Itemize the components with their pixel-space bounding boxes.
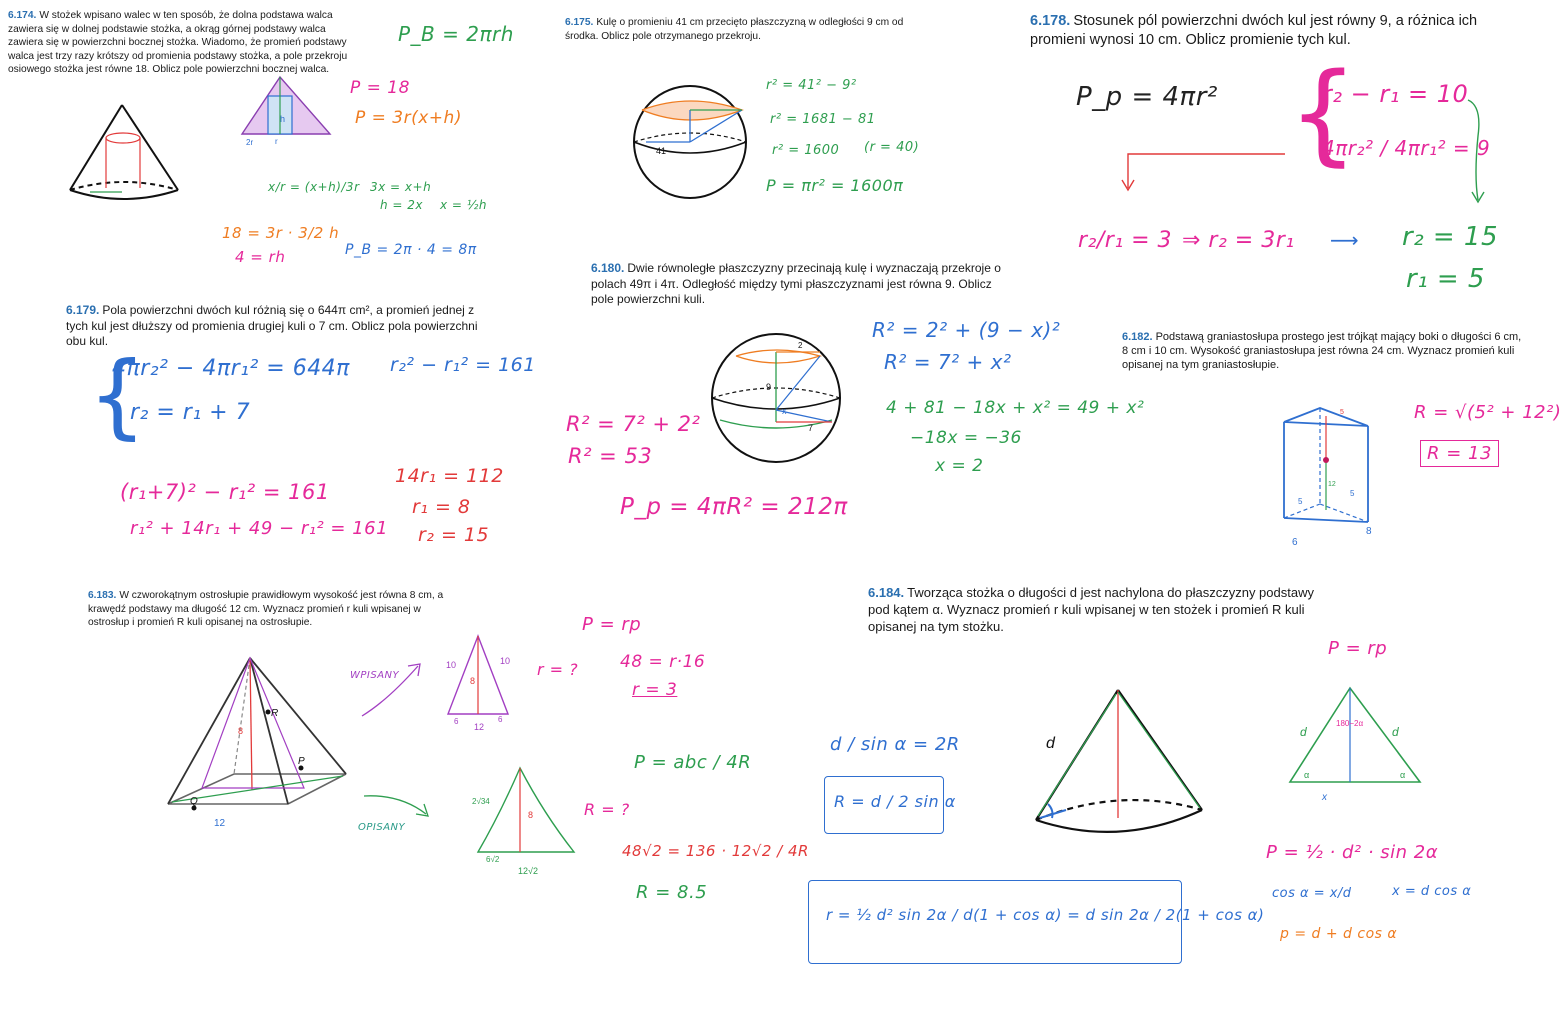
arrow-left-down <box>1120 148 1290 196</box>
label-2sqrt34: 2√34 <box>472 797 490 806</box>
problem-number: 6.175. <box>565 17 594 28</box>
label-6-right: 6 <box>498 715 503 724</box>
note-r2-1600: r² = 1600 <box>772 143 840 158</box>
note-x-half-h: x = ½h <box>440 198 488 212</box>
label-8: 8 <box>1366 526 1372 537</box>
label-10-left: 10 <box>446 660 457 670</box>
note-18x: −18x = −36 <box>910 428 1022 448</box>
note-r1-8: r₁ = 8 <box>412 496 471 518</box>
note-r2-15: r₂ = 15 <box>1402 222 1499 252</box>
label-x: x <box>782 406 787 416</box>
note-R-sqrt: R = √(5² + 12²) <box>1414 402 1561 423</box>
note-x-2: x = 2 <box>935 456 984 476</box>
note-r2-1681: r² = 1681 − 81 <box>770 112 876 127</box>
label-180-2a: 180−2α <box>1336 719 1364 728</box>
label-7: 7 <box>808 423 814 433</box>
arrow-right-down <box>1460 96 1490 206</box>
note-R-equation: 48√2 = 136 · 12√2 / 4R <box>622 842 809 860</box>
problem-text: Podstawą graniastosłupa prostego jest trójkąt mający boki o długości 6 cm, 8 cm i 10 cm. Wysokość graniastosłupa jest równa 24 cm. Wyznacz promień kuli opisanej na tym graniastosłupie. <box>1122 331 1522 371</box>
note-R-13: R = 13 <box>1420 440 1499 467</box>
label-alpha-left: α <box>1304 770 1310 780</box>
note-r-40: (r = 40) <box>864 140 920 155</box>
note-r2sq-r1sq-161: r₂² − r₁² = 161 <box>390 354 536 376</box>
note-cos-alpha: cos α = x/d <box>1272 886 1352 901</box>
label-Q: Q <box>190 796 198 807</box>
problem-number: 6.180. <box>591 261 625 275</box>
note-wpisany: WPISANY <box>350 670 400 681</box>
arrow-opisany <box>360 790 434 830</box>
note-R-8-5: R = 8.5 <box>636 882 708 903</box>
note-system-brace: { <box>88 342 148 449</box>
note-pp-212pi: P_p = 4πR² = 212π <box>620 494 848 520</box>
problem-6-175 <box>565 16 925 43</box>
note-14r1: 14r₁ = 112 <box>395 465 504 487</box>
problem-number: 6.183. <box>88 590 117 601</box>
prism-figure <box>1272 398 1382 548</box>
note-48-r16: 48 = r·16 <box>620 652 706 672</box>
cross-section-inscribed <box>440 632 520 732</box>
problem-6-180 <box>591 261 1001 308</box>
problem-6-174 <box>8 9 363 77</box>
pyramid-figure <box>168 654 358 829</box>
label-6: 6 <box>1292 537 1298 548</box>
note-ratio: x/r = (x+h)/3r <box>268 180 360 194</box>
note-R-question: R = ? <box>584 800 630 819</box>
note-r2-3r1: ⇒ r₂ = 3r₁ <box>1182 228 1295 253</box>
problem-text: Kulę o promieniu 41 cm przecięto płaszczyzną w odległości 9 cm od środka. Oblicz pole otrzymanego przekroju. <box>565 17 904 42</box>
sphere-two-planes-figure <box>708 330 848 470</box>
problem-number: 6.182. <box>1122 331 1153 343</box>
note-opisany: OPISANY <box>358 822 406 833</box>
label-x: x <box>1322 792 1327 803</box>
note-r2-41: r² = 41² − 9² <box>766 78 857 93</box>
sphere-section-figure <box>628 82 758 202</box>
label-R: R <box>271 708 279 719</box>
label-10-right: 10 <box>500 656 511 666</box>
label-2r: 2r <box>246 138 254 147</box>
problem-number: 6.184. <box>868 585 905 600</box>
problem-6-184 <box>868 584 1318 635</box>
note-p-rp-184: P = rp <box>1328 638 1388 659</box>
label-d: d <box>1046 735 1055 752</box>
label-h: h <box>280 114 286 124</box>
note-r2-minus-r1: r₂ − r₁ = 10 <box>1322 80 1469 108</box>
note-expand-1: (r₁+7)² − r₁² = 161 <box>120 480 330 504</box>
note-P-half-d2: P = ½ · d² · sin 2α <box>1266 842 1439 863</box>
label-5-right: 5 <box>1350 489 1355 498</box>
cross-section-circumscribed <box>470 764 580 876</box>
note-pp-formula: P_p = 4πr² <box>1076 82 1218 112</box>
label-12sqrt2: 12√2 <box>518 866 538 876</box>
label-9: 9 <box>766 382 772 392</box>
problem-number: 6.174. <box>8 10 37 21</box>
label-5-left: 5 <box>1298 497 1303 506</box>
note-x-dcos: x = d cos α <box>1392 884 1472 899</box>
note-eq-644: 4πr₂² − 4πr₁² = 644π <box>112 356 350 381</box>
problem-text: Dwie równoległe płaszczyzny przecinają kulę i wyznaczają przekroje o polach 49π i 4π. Odległość między tymi płaszczyznami jest równa 9. Oblicz pole powierzchni kuli. <box>591 261 1001 306</box>
cone-with-cylinder-figure <box>60 100 190 210</box>
note-r-3: r = 3 <box>632 680 678 700</box>
triangle-cross-section <box>1280 684 1440 804</box>
label-12: 12 <box>474 722 485 732</box>
note-r-formula: r = ½ d² sin 2α / d(1 + cos α) = d sin 2α / 2(1 + cos α) <box>826 906 1265 924</box>
note-expand: 4 + 81 − 18x + x² = 49 + x² <box>886 398 1145 418</box>
label-6-left: 6 <box>454 717 459 726</box>
label-2: 2 <box>798 341 803 350</box>
label-r: r <box>275 137 278 146</box>
note-r2-r1-7: r₂ = r₁ + 7 <box>130 400 251 425</box>
label-P: P <box>298 756 305 767</box>
problem-6-183 <box>88 589 453 630</box>
note-h-2x: h = 2x <box>380 198 424 212</box>
label-d-left: d <box>1300 725 1307 739</box>
label-8: 8 <box>238 726 244 736</box>
note-ratio-9: 4πr₂² / 4πr₁² = 9 <box>1322 136 1491 160</box>
arrow-wpisany <box>358 660 428 720</box>
cone-figure <box>1030 686 1210 851</box>
label-6sqrt2: 6√2 <box>486 855 500 864</box>
label-8: 8 <box>470 676 476 686</box>
problem-text: W stożek wpisano walec w ten sposób, że dolna podstawa walca zawiera się w dolnej podstawie stożka, a okrąg górnej podstawy walca zawiera się w powierzchni bocznej stożka. Wiadomo, że promień podstawy walca jest trzy razy krótszy od promienia podstawy stożka, a pole przekroju osiowego stożka jest równe 18. Oblicz pole powierzchni bocznej walca. <box>8 10 348 75</box>
note-R2-53: R² = 53 <box>568 444 653 468</box>
problem-text: Pola powierzchni dwóch kul różnią się o 644π cm², a promień jednej z tych kul jest dłuższy od promienia drugiej kuli o 7 cm. Oblicz pola powierzchni obu kul. <box>66 303 478 348</box>
problem-number: 6.178. <box>1030 13 1071 29</box>
note-3x: 3x = x+h <box>370 180 432 194</box>
note-p-abc-4R: P = abc / 4R <box>634 752 752 773</box>
problem-text: Stosunek pól powierzchni dwóch kul jest równy 9, a różnica ich promieni wynosi 10 cm. Oblicz promienie tych kul. <box>1030 13 1478 48</box>
note-r1-5: r₁ = 5 <box>1406 264 1485 294</box>
note-18-eq: 18 = 3r · 3/2 h <box>222 224 340 242</box>
note-expand-2: r₁² + 14r₁ + 49 − r₁² = 161 <box>130 518 389 539</box>
cone-cross-section-figure <box>240 74 335 147</box>
note-r-question: r = ? <box>537 660 579 679</box>
label-d-right: d <box>1392 725 1399 739</box>
note-p-1600pi: P = πr² = 1600π <box>766 176 904 195</box>
problem-number: 6.179. <box>66 303 100 317</box>
note-brace: { <box>1288 49 1359 177</box>
label-41: 41 <box>656 146 667 156</box>
note-R-d-2sin: R = d / 2 sin α <box>834 792 956 811</box>
label-12: 12 <box>214 818 226 829</box>
label-5-top: 5 <box>1340 409 1344 416</box>
label-alpha-right: α <box>1400 770 1406 780</box>
problem-text: W czworokątnym ostrosłupie prawidłowym wysokość jest równa 8 cm, a krawędź podstawy ma długość 12 cm. Wyznacz promień r kuli wpisanej w ostrosłup i promień R kuli opisanej na ostrosłupie. <box>88 590 444 628</box>
note-p-18: P = 18 <box>350 78 410 98</box>
note-4-rh: 4 = rh <box>235 248 286 266</box>
problem-6-178 <box>1030 12 1510 50</box>
note-pb-result: P_B = 2π · 4 = 8π <box>345 242 477 258</box>
note-pb-formula: P_B = 2πrh <box>398 22 514 46</box>
problem-text: Tworząca stożka o długości d jest nachylona do płaszczyzny podstawy pod kątem α. Wyznacz promień r kuli wpisanej w ten stożek i promień R kuli opisanej na tym stożku. <box>868 585 1314 634</box>
note-p-rp: P = rp <box>582 614 642 635</box>
label-8: 8 <box>528 810 534 820</box>
note-R2-7-x: R² = 7² + x² <box>884 350 1012 374</box>
note-r2-15-b: r₂ = 15 <box>418 524 490 546</box>
problem-6-182 <box>1122 330 1522 372</box>
note-r2-over-r1: r₂/r₁ = 3 <box>1078 228 1173 253</box>
note-R2-72-22: R² = 7² + 2² <box>566 412 701 436</box>
label-12: 12 <box>1328 481 1336 488</box>
note-p-3r: P = 3r(x+h) <box>355 108 462 128</box>
note-p-d-dcos: p = d + d cos α <box>1280 926 1398 942</box>
note-R2-2-9x: R² = 2² + (9 − x)² <box>872 318 1061 342</box>
note-arrow: ⟶ <box>1330 228 1360 252</box>
note-d-sin-2R: d / sin α = 2R <box>830 734 960 755</box>
